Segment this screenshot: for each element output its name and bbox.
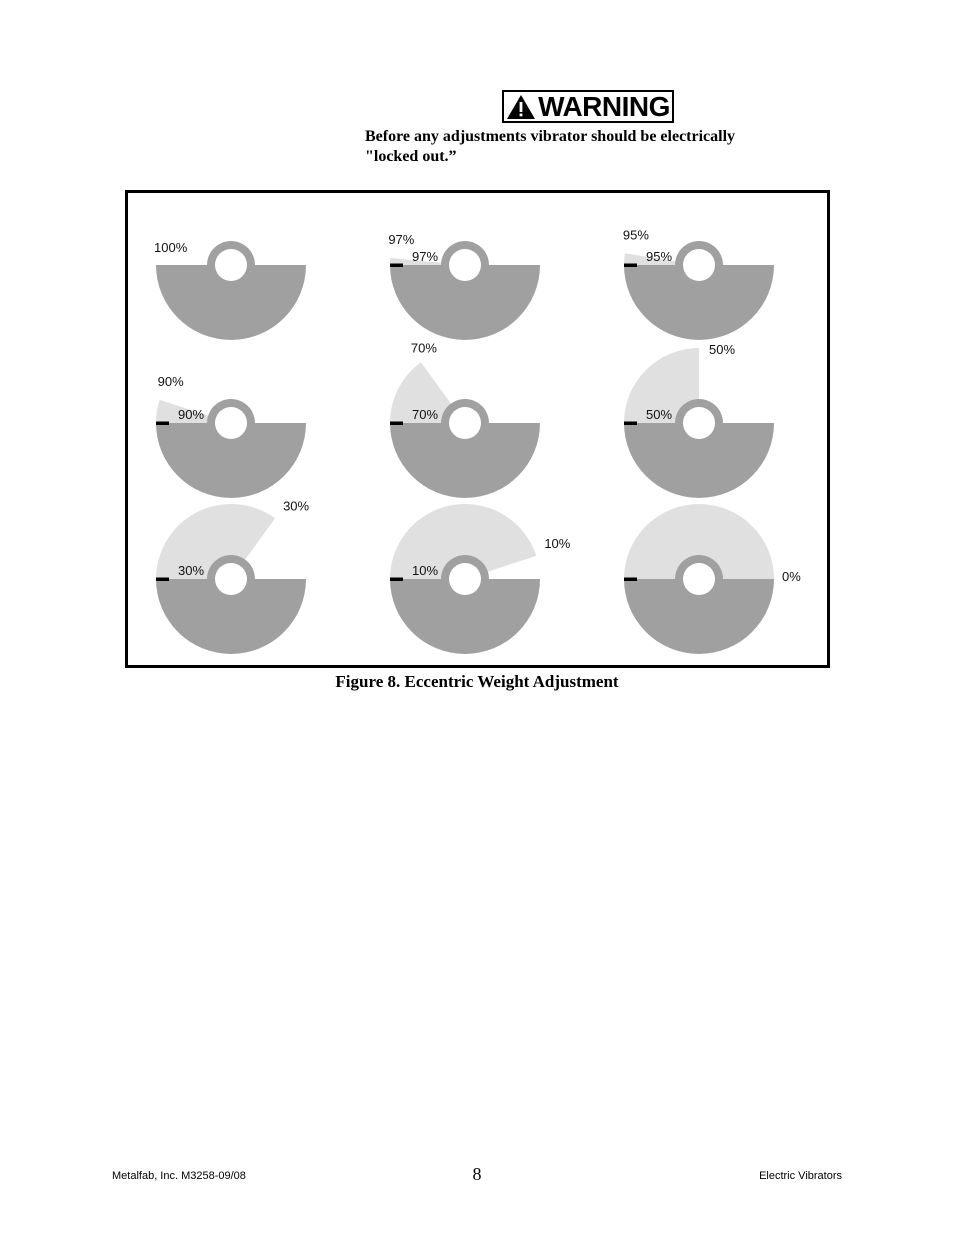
reference-marker <box>390 422 403 426</box>
inner-percent-label: 70% <box>412 407 439 422</box>
figure-caption: Figure 8. Eccentric Weight Adjustment <box>335 672 619 691</box>
inner-percent-label: 95% <box>646 249 673 264</box>
warning-triangle-icon <box>506 94 536 120</box>
outer-percent-label: 10% <box>544 535 571 551</box>
reference-marker <box>156 422 169 426</box>
reference-marker <box>624 578 637 582</box>
outer-percent-label: 0% <box>782 569 801 584</box>
outer-percent-label: 90% <box>157 373 184 389</box>
shaft-hole <box>449 407 481 439</box>
shaft-hole <box>683 563 715 595</box>
weight-setting-5 <box>624 342 774 498</box>
shaft-hole <box>215 407 247 439</box>
footer-page-number: 8 <box>472 1164 482 1184</box>
reference-marker <box>390 264 403 268</box>
outer-percent-label: 50% <box>709 342 736 357</box>
inner-percent-label: 50% <box>646 407 673 422</box>
footer-company: Metalfab, Inc. M3258-09/08 <box>112 1170 246 1182</box>
shaft-hole <box>683 249 715 281</box>
shaft-hole <box>683 407 715 439</box>
outer-percent-label: 70% <box>410 340 437 356</box>
footer-product: Electric Vibrators <box>759 1170 842 1182</box>
reference-marker <box>624 422 637 426</box>
outer-percent-label: 100% <box>154 240 188 255</box>
weight-setting-8 <box>624 504 801 654</box>
weight-setting-1 <box>388 232 540 340</box>
warning-label: WARNING <box>538 90 670 122</box>
reference-marker <box>390 578 403 582</box>
weight-setting-0 <box>154 240 306 340</box>
figure-frame <box>125 190 830 668</box>
weight-setting-6 <box>156 498 310 654</box>
outer-percent-label: 95% <box>622 227 649 243</box>
outer-percent-label: 97% <box>388 231 415 247</box>
outer-percent-label: 30% <box>283 498 310 514</box>
reference-marker <box>156 578 169 582</box>
inner-percent-label: 30% <box>178 563 205 578</box>
inner-percent-label: 97% <box>412 249 439 264</box>
warning-message: Before any adjustments vibrator should be electrically "locked out.” <box>365 128 736 165</box>
inner-percent-label: 10% <box>412 563 439 578</box>
weight-setting-2 <box>623 227 774 340</box>
weight-setting-4 <box>390 340 540 498</box>
shaft-hole <box>215 563 247 595</box>
reference-marker <box>624 264 637 268</box>
shaft-hole <box>215 249 247 281</box>
eccentric-weight-diagram <box>128 193 827 665</box>
inner-percent-label: 90% <box>178 407 205 422</box>
warning-box <box>502 90 674 123</box>
shaft-hole <box>449 249 481 281</box>
weight-setting-3 <box>156 374 306 498</box>
weight-setting-7 <box>390 504 571 654</box>
shaft-hole <box>449 563 481 595</box>
